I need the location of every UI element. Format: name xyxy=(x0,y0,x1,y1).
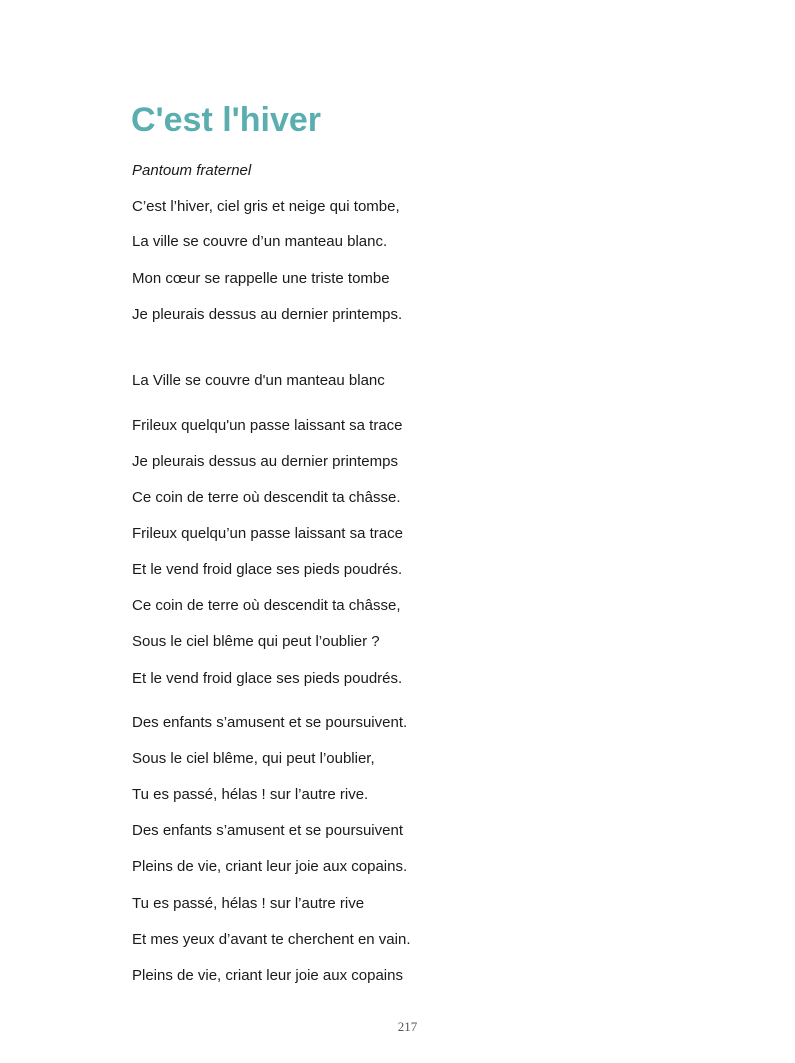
poem-line: Ce coin de terre où descendit ta châsse, xyxy=(132,597,401,614)
poem-line: Sous le ciel blême, qui peut l’oublier, xyxy=(132,750,375,767)
poem-subtitle: Pantoum fraternel xyxy=(132,162,252,179)
poem-line: C’est l’hiver, ciel gris et neige qui tombe, xyxy=(132,198,400,215)
poem-line: Et le vend froid glace ses pieds poudrés. xyxy=(132,561,403,578)
poem-line: Je pleurais dessus au dernier printemps xyxy=(132,453,398,470)
poem-line: Pleins de vie, criant leur joie aux copains xyxy=(132,967,403,984)
poem-line: Sous le ciel blême qui peut l’oublier ? xyxy=(132,633,380,650)
poem-line: Mon cœur se rappelle une triste tombe xyxy=(132,270,390,287)
poem-line: Je pleurais dessus au dernier printemps. xyxy=(132,306,403,323)
poem-line: Des enfants s’amusent et se poursuivent. xyxy=(132,714,408,731)
poem-line: Tu es passé, hélas ! sur l’autre rive xyxy=(132,895,365,912)
poem-line: Frileux quelqu’un passe laissant sa trace xyxy=(132,525,403,542)
poem-line: Et le vend froid glace ses pieds poudrés. xyxy=(132,670,403,687)
poem-line: Ce coin de terre où descendit ta châsse. xyxy=(132,489,401,506)
poem-line: Et mes yeux d’avant te cherchent en vain. xyxy=(132,931,411,948)
poem-line: Pleins de vie, criant leur joie aux copains. xyxy=(132,858,408,875)
poem-line: La Ville se couvre d'un manteau blanc xyxy=(132,372,385,389)
poem-line: La ville se couvre d’un manteau blanc. xyxy=(132,233,388,250)
poem-line: Frileux quelqu'un passe laissant sa trace xyxy=(132,417,403,434)
poem-line: Des enfants s’amusent et se poursuivent xyxy=(132,822,403,839)
page-number: 217 xyxy=(397,1019,418,1034)
poem-line: Tu es passé, hélas ! sur l’autre rive. xyxy=(132,786,369,803)
poem-title: C'est l'hiver xyxy=(131,101,322,139)
